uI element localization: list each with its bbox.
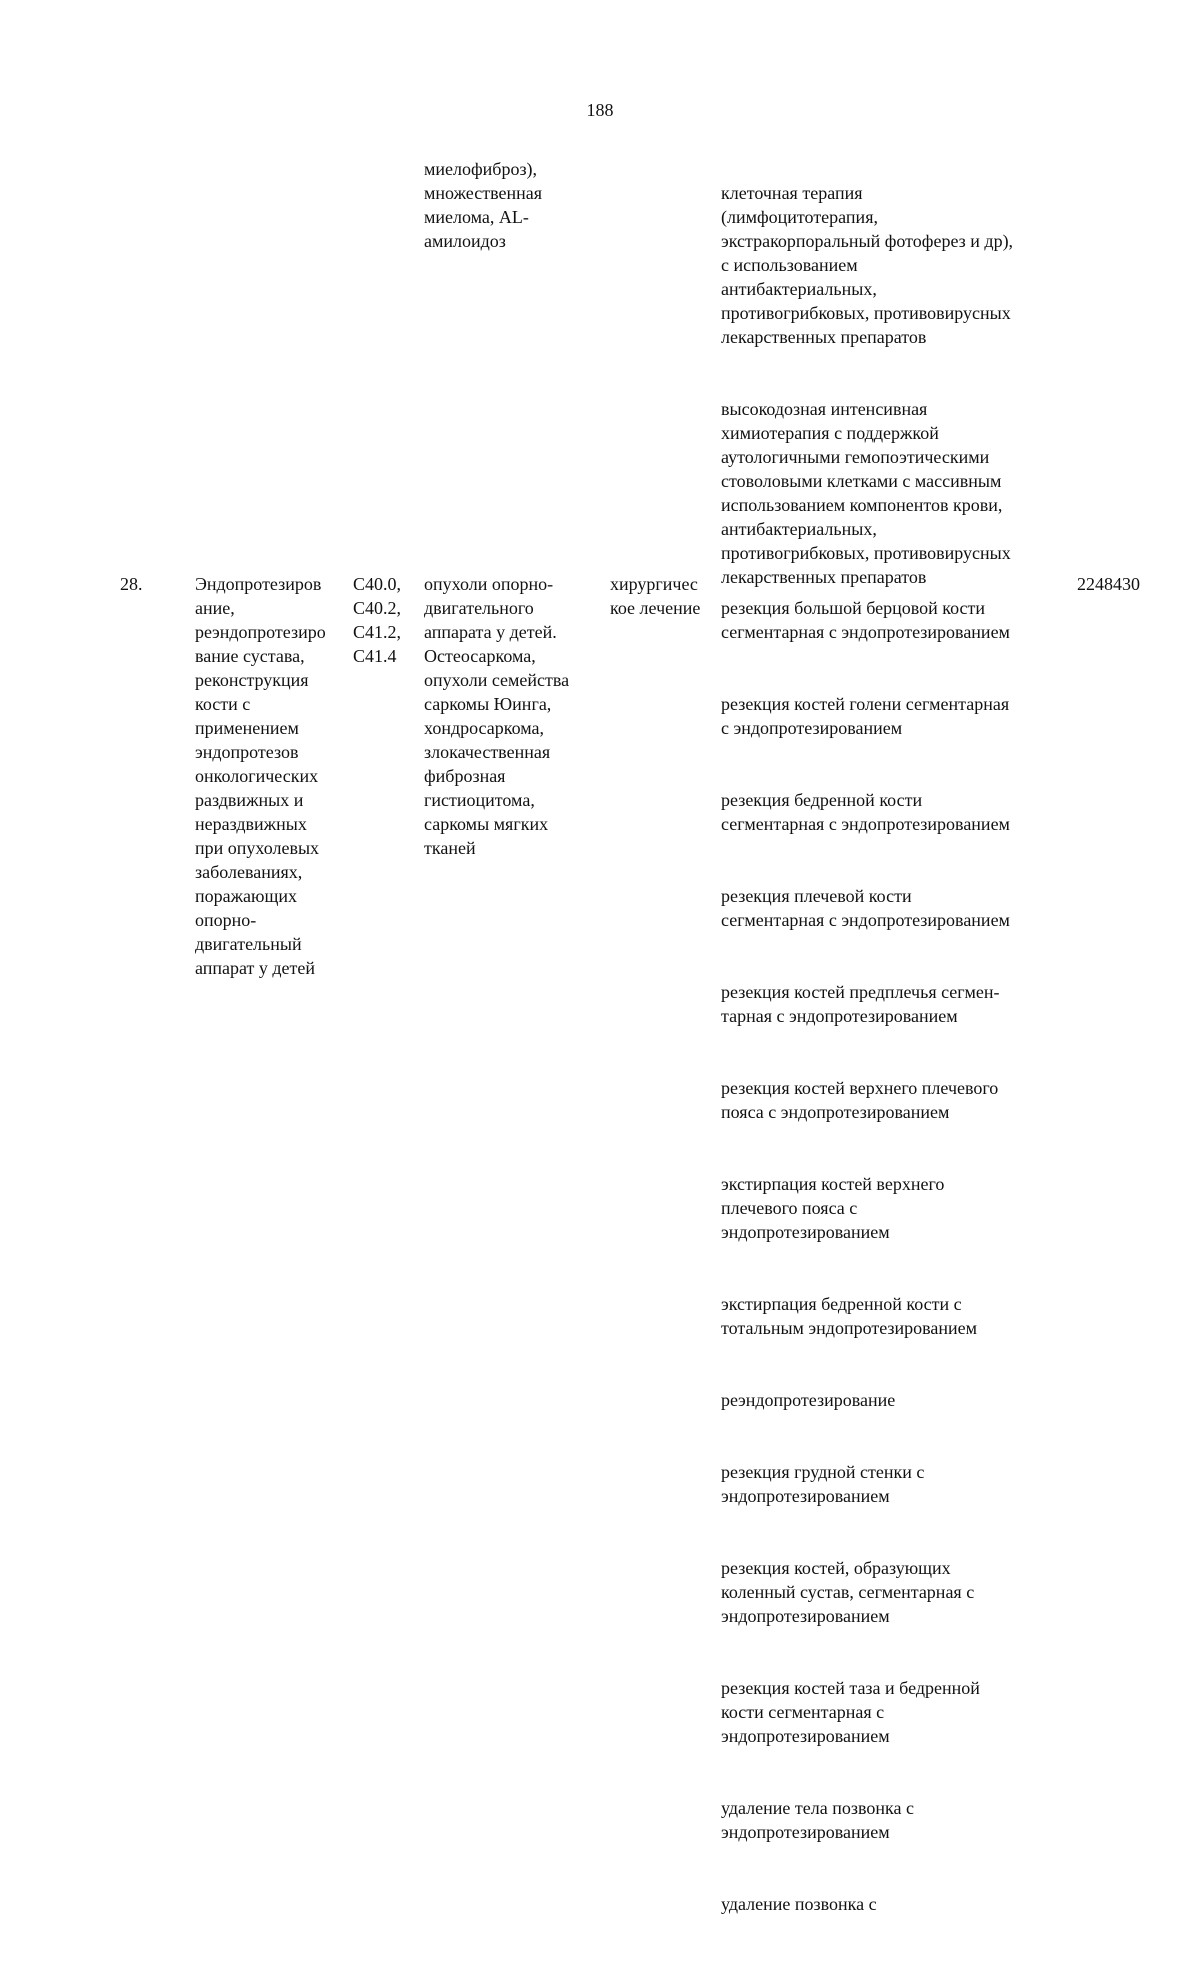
- method-item: резекция костей голени сегментарная с эндопротезированием: [721, 694, 1010, 738]
- page-number: 188: [586, 100, 614, 120]
- row-number: 28.: [120, 574, 143, 594]
- method-item: экстирпация костей верхнего плечевого пояса с эндопротезированием: [721, 1174, 945, 1242]
- care-type-name-cell: Эндопротезиров ание, реэндопротезиро вание сустава, реконструкция кости с применением эндопротезов онкологических раздвижных и нераздвижных при опухолевых заболеваниях, поражающих опорно- двигательный аппарат у детей: [195, 574, 326, 978]
- method-item: резекция грудной стенки с эндопротезированием: [721, 1462, 925, 1506]
- continuation-methods-cell: [721, 157, 1081, 637]
- method-item: резекция костей предплечья сегмен- тарная с эндопротезированием: [721, 982, 1000, 1026]
- method-item: резекция плечевой кости сегментарная с эндопротезированием: [721, 886, 1010, 930]
- method-item: клеточная терапия (лимфоцитотерапия, экстракорпоральный фотоферез и др), с использованием антибактериальных, противогрибковых, противовирусных лекарственных препаратов: [721, 183, 1014, 347]
- treatment-methods-cell: [721, 572, 1081, 1964]
- method-item: резекция бедренной кости сегментарная с эндопротезированием: [721, 790, 1010, 834]
- continuation-diagnosis-cell: миелофиброз), множественная миелома, AL- амилоидоз: [424, 159, 542, 251]
- diagnosis-cell: опухоли опорно- двигательного аппарата у детей. Остеосаркома, опухоли семейства саркомы Юинга, хондросаркома, злокачественная фиброзная гистиоцитома, саркомы мягких тканей: [424, 574, 570, 858]
- method-item: резекция костей, образующих коленный сустав, сегментарная с эндопротезированием: [721, 1558, 975, 1626]
- method-item: реэндопротезирование: [721, 1390, 896, 1410]
- method-item: удаление позвонка с: [721, 1894, 877, 1914]
- icd-codes-cell: C40.0, C40.2, C41.2, C41.4: [353, 574, 402, 666]
- method-item: удаление тела позвонка с эндопротезированием: [721, 1798, 914, 1842]
- cost-cell: 2248430: [1077, 574, 1140, 594]
- method-item: резекция большой берцовой кости сегментарная с эндопротезированием: [721, 598, 1010, 642]
- method-item: экстирпация бедренной кости с тотальным эндопротезированием: [721, 1294, 978, 1338]
- method-item: высокодозная интенсивная химиотерапия с поддержкой аутологичными гемопоэтическими стоволовыми клетками с массивным использованием компонентов крови, антибактериальных, противогрибковых, противовирусных лекарственных препаратов: [721, 399, 1011, 587]
- method-item: резекция костей таза и бедренной кости сегментарная с эндопротезированием: [721, 1678, 980, 1746]
- method-item: резекция костей верхнего плечевого пояса с эндопротезированием: [721, 1078, 999, 1122]
- treatment-type-cell: хирургичес кое лечение: [610, 574, 701, 618]
